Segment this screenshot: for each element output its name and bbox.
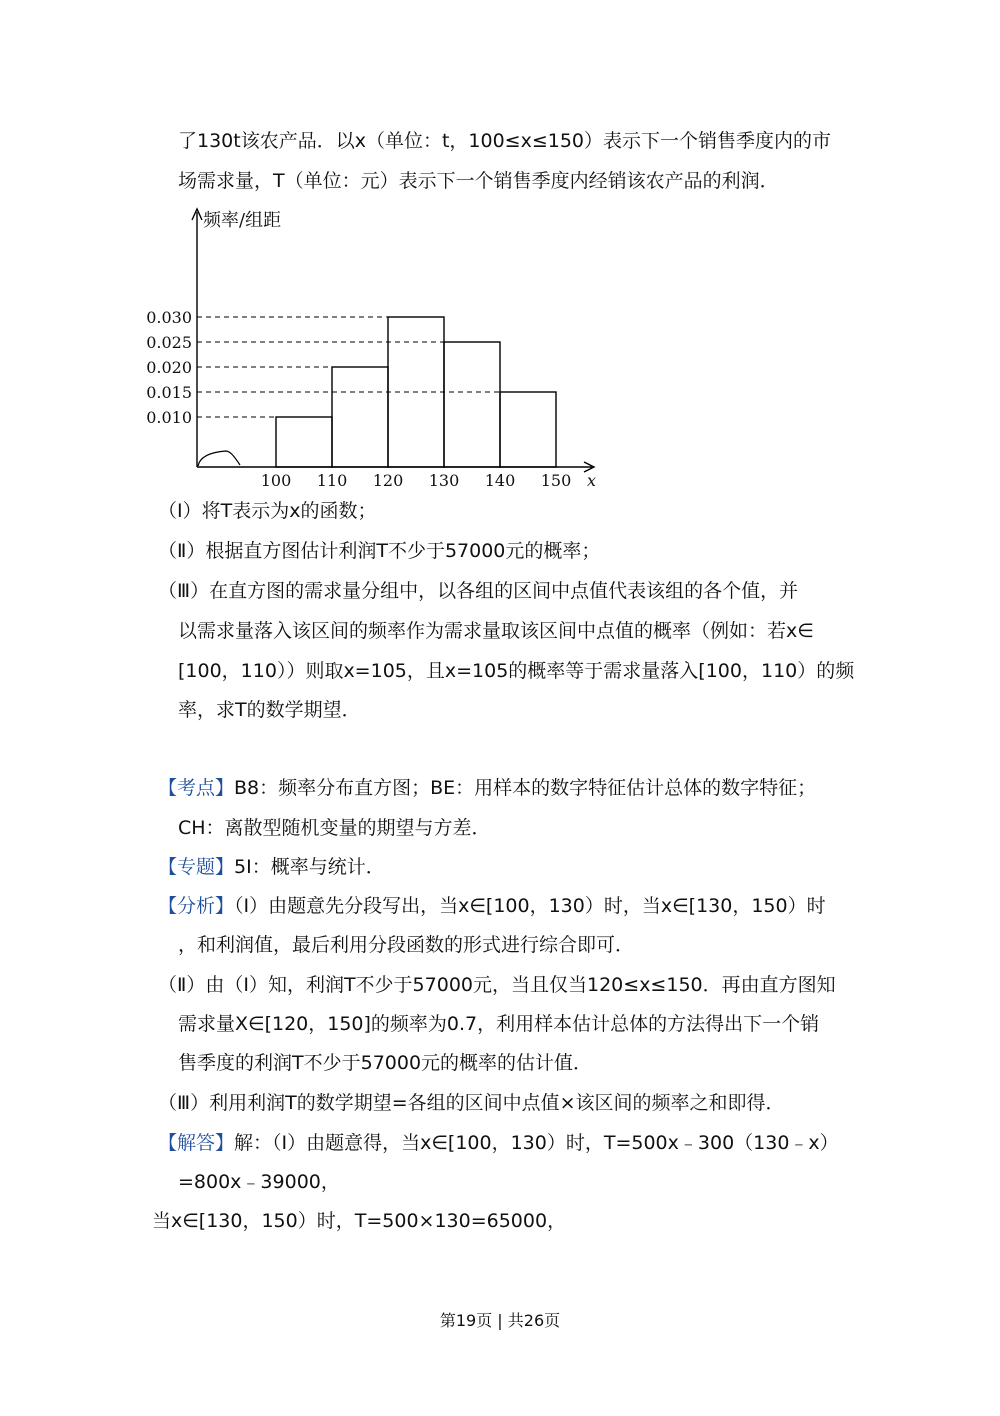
kaodian-line-2: CH：离散型随机变量的期望与方差． — [178, 817, 491, 839]
kaodian-tag: 【考点】 — [158, 777, 235, 799]
question-3-line-3: [100，110））则取x=105，且x=105的概率等于需求量落入[100，110）的频 — [178, 660, 855, 682]
question-3-line-2: 以需求量落入该区间的频率作为需求量取该区间中点值的概率（例如：若x∈ — [178, 620, 814, 642]
x-tick-label: 140 — [484, 471, 516, 490]
histogram-bar — [332, 367, 388, 467]
jieda-line-2: =800x﹣39000， — [178, 1171, 340, 1193]
x-tick-label: 130 — [428, 471, 460, 490]
question-3-line-1: （Ⅲ）在直方图的需求量分组中，以各组的区间中点值代表该组的各个值，并 — [158, 580, 799, 602]
zhuanti-text: 5I：概率与统计． — [234, 856, 385, 878]
fenxi-line-2: ，和利润值，最后利用分段函数的形式进行综合即可． — [178, 934, 635, 956]
histogram-bar — [276, 417, 332, 467]
y-tick-label: 0.015 — [146, 383, 192, 402]
histogram-bar — [444, 342, 500, 467]
intro-line-2: 场需求量，T（单位：元）表示下一个销售季度内经销该农产品的利润． — [178, 170, 779, 192]
jieda-line-3: 当x∈[130，150）时，T=500×130=65000， — [152, 1210, 567, 1232]
kaodian-line-1 — [158, 775, 816, 801]
jieda-line-1 — [158, 1130, 839, 1156]
fenxi-line-3: （Ⅱ）由（I）知，利润T不少于57000元，当且仅当120≤x≤150．再由直方图知 — [158, 974, 836, 996]
jieda-tag: 【解答】 — [158, 1132, 235, 1154]
zhuanti-line — [158, 854, 385, 880]
intro-line-1: 了130t该农产品．以x（单位：t，100≤x≤150）表示下一个销售季度内的市 — [178, 130, 832, 152]
page-footer: 第19页 | 共26页 — [439, 1311, 561, 1330]
x-tick-label: 110 — [316, 471, 348, 490]
x-tick-label: 150 — [540, 471, 572, 490]
fenxi-line-6: （Ⅲ）利用利润T的数学期望=各组的区间中点值×该区间的频率之和即得． — [158, 1092, 785, 1114]
y-axis-label: 频率/组距 — [203, 210, 282, 231]
x-tick-label: 100 — [260, 471, 292, 490]
x-tick-label: 120 — [372, 471, 404, 490]
fenxi-line-4: 需求量X∈[120，150]的频率为0.7，利用样本估计总体的方法得出下一个销 — [178, 1013, 820, 1035]
axis-break-mark — [198, 451, 240, 466]
histogram-bar — [500, 392, 556, 467]
zhuanti-tag: 【专题】 — [158, 856, 235, 878]
y-tick-label: 0.020 — [146, 358, 192, 377]
question-3-line-4: 率，求T的数学期望． — [178, 699, 361, 721]
x-axis-label: x — [587, 471, 597, 490]
fenxi-line-5: 售季度的利润T不少于57000元的概率的估计值． — [178, 1052, 593, 1074]
kaodian-text-1: B8：频率分布直方图；BE：用样本的数字特征估计总体的数字特征； — [234, 777, 817, 799]
question-1: （Ⅰ）将T表示为x的函数； — [158, 500, 377, 522]
fenxi-text-1: （Ⅰ）由题意先分段写出，当x∈[100，130）时，当x∈[130，150）时 — [234, 895, 826, 917]
y-tick-label: 0.010 — [146, 408, 192, 427]
fenxi-tag: 【分析】 — [158, 895, 235, 917]
y-tick-label: 0.030 — [146, 308, 192, 327]
y-tick-label: 0.025 — [146, 333, 192, 352]
question-2: （Ⅱ）根据直方图估计利润T不少于57000元的概率； — [158, 540, 601, 562]
frequency-histogram — [140, 200, 610, 495]
fenxi-line-1 — [158, 893, 826, 919]
jieda-text-1: 解：（Ⅰ）由题意得，当x∈[100，130）时，T=500x﹣300（130﹣x） — [234, 1132, 839, 1154]
